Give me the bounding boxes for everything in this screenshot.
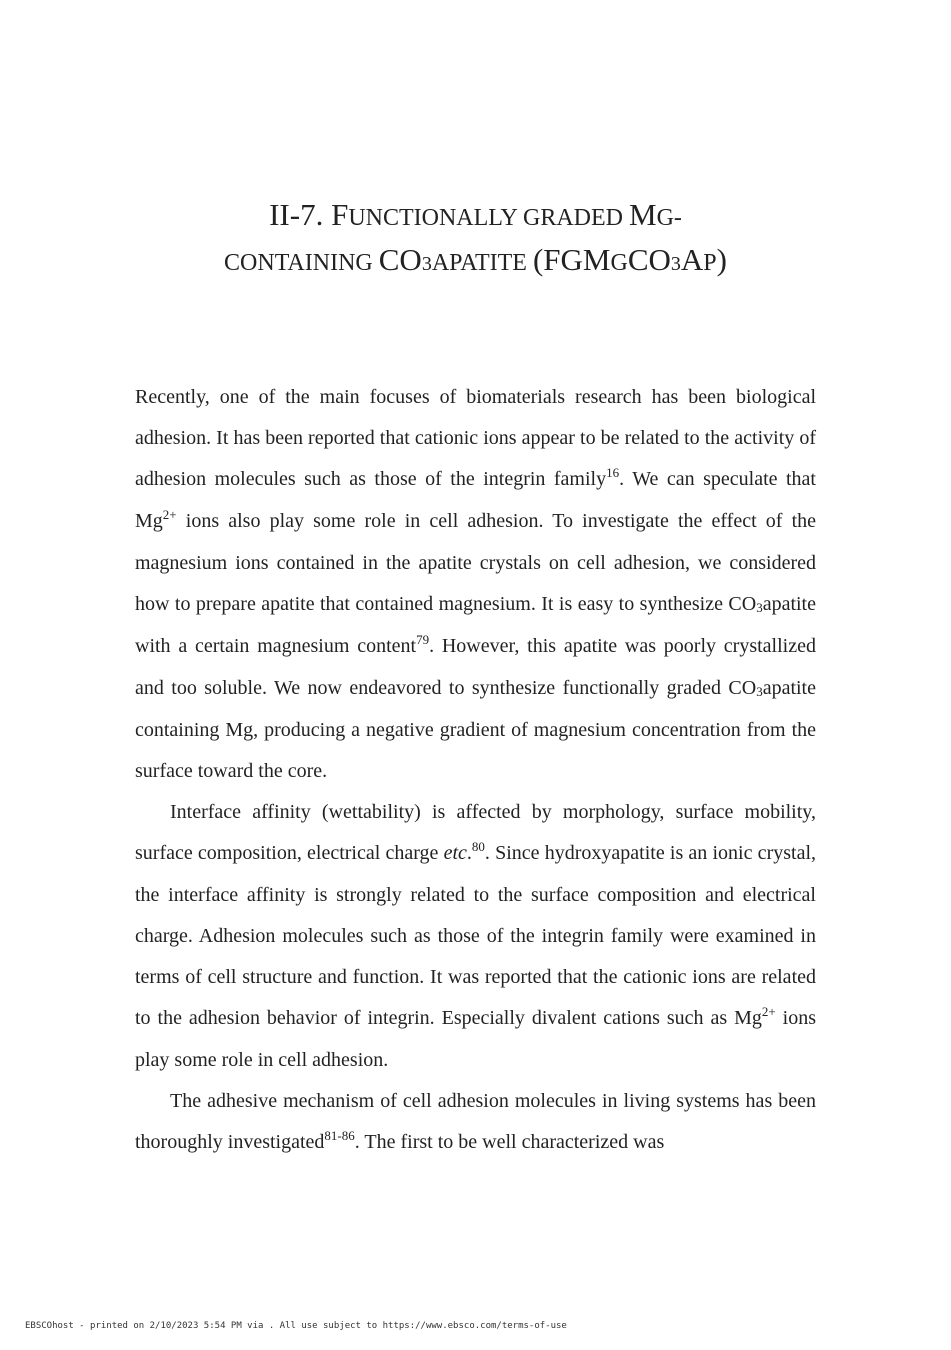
subscript: 3 <box>756 684 763 699</box>
body-text <box>135 377 816 1164</box>
text-run: . We can speculate that Mg <box>135 468 816 532</box>
subscript: 3 <box>756 600 763 615</box>
heading-fragment: CO <box>627 242 671 277</box>
text-run: apatite containing Mg, producing a negative gradient of magnesium concentration from the surface toward the core. <box>135 677 816 782</box>
heading-fragment: G <box>610 250 628 276</box>
heading-fragment: ) <box>716 242 727 277</box>
heading-fragment: UNCTIONALLY GRADED <box>348 205 629 231</box>
heading-fragment: P <box>703 250 717 276</box>
heading-subscript: 3 <box>670 253 681 275</box>
heading-fragment: APATITE <box>431 250 533 276</box>
citation-superscript: 16 <box>606 465 620 480</box>
charge-superscript: 2+ <box>162 507 177 522</box>
italic-text: etc <box>443 842 467 864</box>
text-run: The adhesive mechanism of cell adhesion molecules in living systems has been thoroughly investigated <box>135 1090 816 1153</box>
text-run: apatite with a certain magnesium content <box>135 593 816 657</box>
text-run: Recently, one of the main focuses of biomaterials research has been biological adhesion. It has been reported that cationic ions appear to be related to the activity of adhesion molecules such as those of the integrin family <box>135 386 816 490</box>
heading-fragment: A <box>680 242 704 277</box>
citation-superscript: 79 <box>416 632 430 647</box>
heading-line-1 <box>135 194 816 239</box>
text-run: ions play some role in cell adhesion. <box>135 1007 816 1071</box>
text-run: . The first to be well characterized was <box>354 1131 665 1153</box>
text-run: . <box>466 842 472 864</box>
paragraph-3 <box>135 1081 816 1164</box>
heading-fragment: G- <box>656 205 682 231</box>
text-run: . Since hydroxyapatite is an ionic crystal, the interface affinity is strongly related to the surface composition and electrical charge. Adhesion molecules such as those of the integrin family were examined in terms of cell structure and function. It was reported that the cationic ions are related to the adhesion behavior of integrin. Especially divalent cations such as Mg <box>135 842 816 1029</box>
section-heading <box>135 194 816 285</box>
text-run: Interface affinity (wettability) is affected by morphology, surface mobility, surface composition, electrical charge <box>135 801 816 864</box>
paragraph-1 <box>135 377 816 792</box>
print-footer: EBSCOhost - printed on 2/10/2023 5:54 PM via . All use subject to https://www.ebsco.com/terms-of-use <box>25 1321 567 1331</box>
heading-fragment: M <box>629 197 657 232</box>
heading-subscript: 3 <box>421 253 432 275</box>
text-run: . However, this apatite was poorly crystallized and too soluble. We now endeavored to synthesize functionally graded CO <box>135 635 816 699</box>
citation-superscript: 81-86 <box>324 1128 355 1143</box>
citation-superscript: 80 <box>471 839 485 854</box>
heading-fragment: II-7. F <box>269 197 349 232</box>
heading-line-2 <box>135 239 816 285</box>
paragraph-2 <box>135 792 816 1081</box>
heading-fragment: (FGM <box>532 242 611 277</box>
text-run: ions also play some role in cell adhesion. To investigate the effect of the magnesium ions contained in the apatite crystals on cell adhesion, we considered how to prepare apatite that contained magnesium. It is easy to synthesize CO <box>135 510 816 615</box>
heading-fragment: CO <box>378 242 422 277</box>
heading-fragment: CONTAINING <box>224 250 379 276</box>
charge-superscript: 2+ <box>761 1004 776 1019</box>
